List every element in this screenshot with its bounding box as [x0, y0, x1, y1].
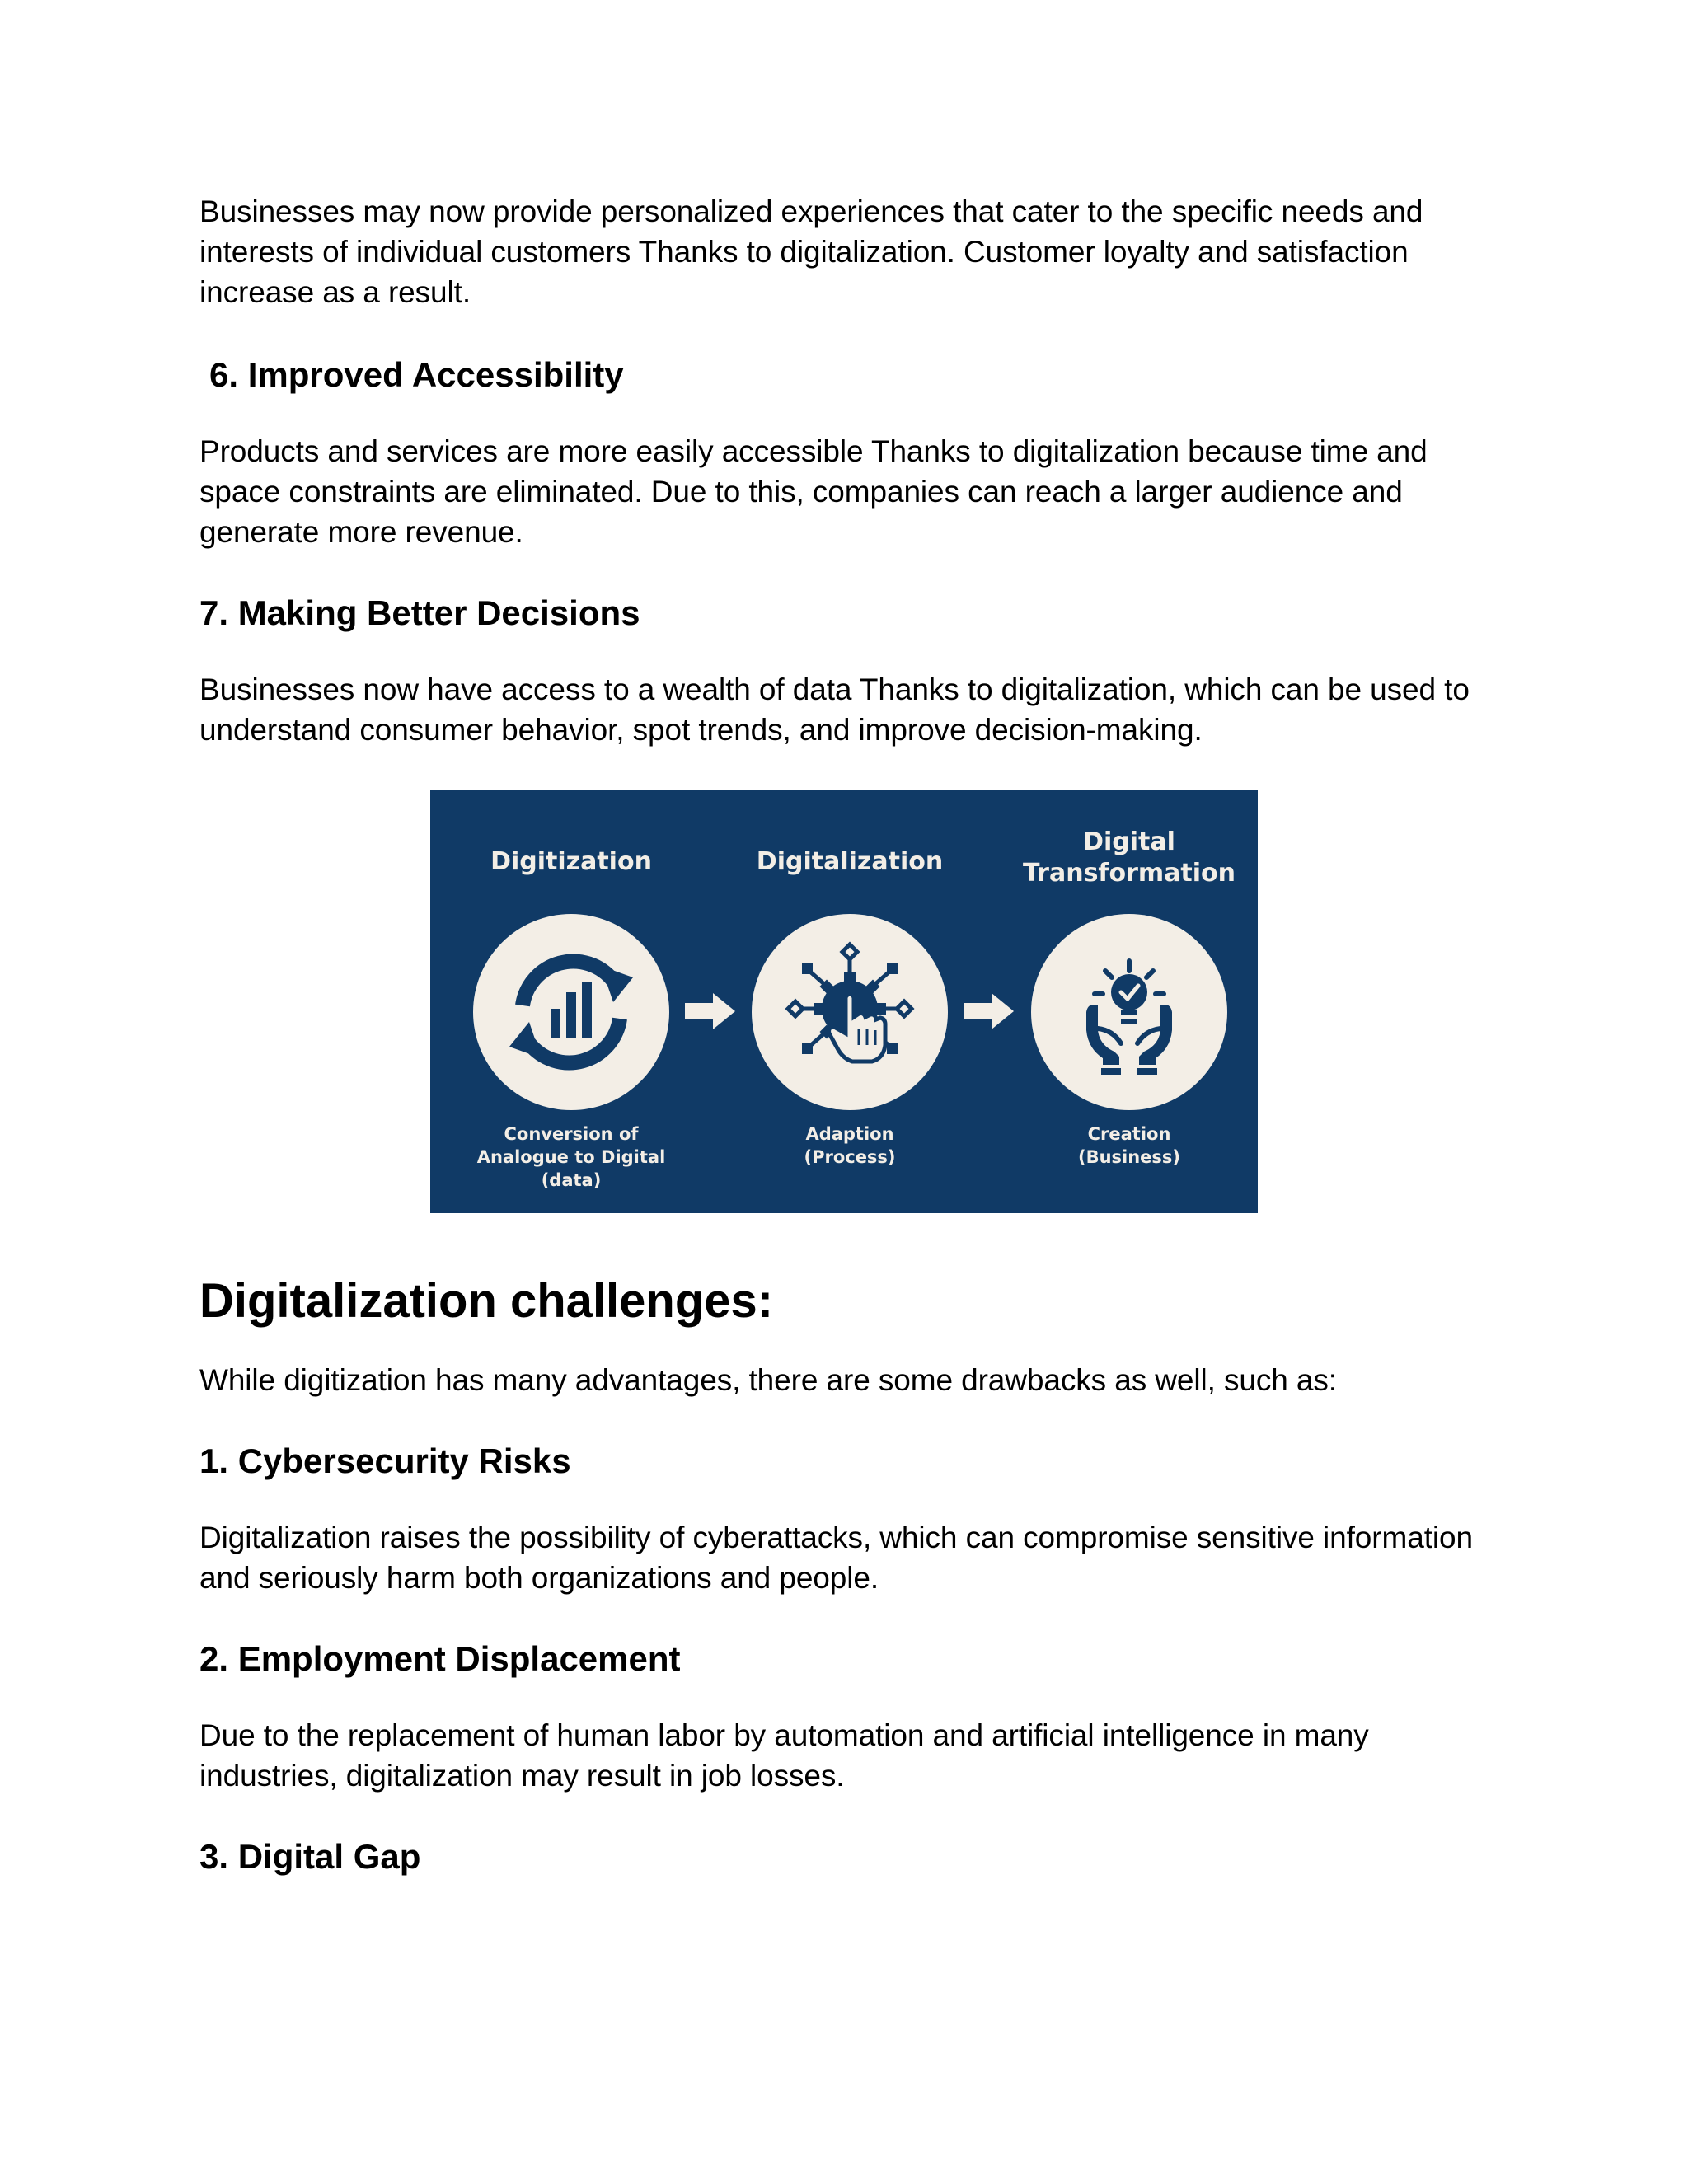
- stage-caption-line: Creation: [1087, 1124, 1171, 1144]
- stage-caption-line: Adaption: [805, 1124, 894, 1144]
- challenge-heading-employment: 2. Employment Displacement: [199, 1639, 681, 1678]
- stage-title: Digitization: [490, 847, 652, 876]
- document-content: [199, 191, 1502, 1878]
- right-arrow-icon: [685, 993, 735, 1029]
- stage-caption-line: (Business): [1077, 1147, 1181, 1167]
- stage-digital-transformation: [1023, 827, 1236, 1167]
- stage-title: Transformation: [1023, 859, 1236, 888]
- stage-title: Digital: [1083, 827, 1175, 856]
- intro-paragraph: Businesses may now provide personalized experiences that cater to the specific needs and interests of individual customers Thanks to digitalization. Customer loyalty and satisfaction increase as a result.: [199, 194, 1423, 309]
- right-arrow-icon: [964, 993, 1014, 1029]
- stage-digitalization: [752, 847, 948, 1167]
- stage-caption-line: Analogue to Digital: [476, 1147, 666, 1167]
- stage-digitization: [473, 847, 669, 1190]
- figure-svg: [430, 790, 1258, 1213]
- section-body-decisions: Businesses now have access to a wealth of data Thanks to digitalization, which can be used to understand consumer behavior, spot trends, and improve decision-making.: [199, 673, 1470, 747]
- challenge-heading-digital-gap: 3. Digital Gap: [199, 1837, 421, 1876]
- challenge-heading-cybersecurity: 1. Cybersecurity Risks: [199, 1441, 571, 1480]
- stage-caption-line: Conversion of: [504, 1124, 639, 1144]
- challenges-intro: While digitization has many advantages, there are some drawbacks as well, such as:: [199, 1363, 1337, 1397]
- stage-title: Digitalization: [756, 847, 944, 876]
- challenges-heading: Digitalization challenges:: [199, 1274, 774, 1328]
- digitalization-figure: [430, 790, 1258, 1213]
- section-heading-decisions: 7. Making Better Decisions: [199, 593, 640, 632]
- section-heading-accessibility: 6. Improved Accessibility: [209, 355, 624, 394]
- challenge-body-employment: Due to the replacement of human labor by automation and artificial intelligence in many industries, digitalization may result in job losses.: [199, 1718, 1369, 1793]
- stage-caption-line: (Process): [804, 1147, 896, 1167]
- section-body-accessibility: Products and services are more easily accessible Thanks to digitalization because time and space constraints are eliminated. Due to this, companies can reach a larger audience and generate more revenue.: [199, 434, 1428, 549]
- stage-caption-line: (data): [541, 1170, 602, 1190]
- challenge-body-cybersecurity: Digitalization raises the possibility of cyberattacks, which can compromise sensitive information and seriously harm both organizations and people.: [199, 1521, 1473, 1595]
